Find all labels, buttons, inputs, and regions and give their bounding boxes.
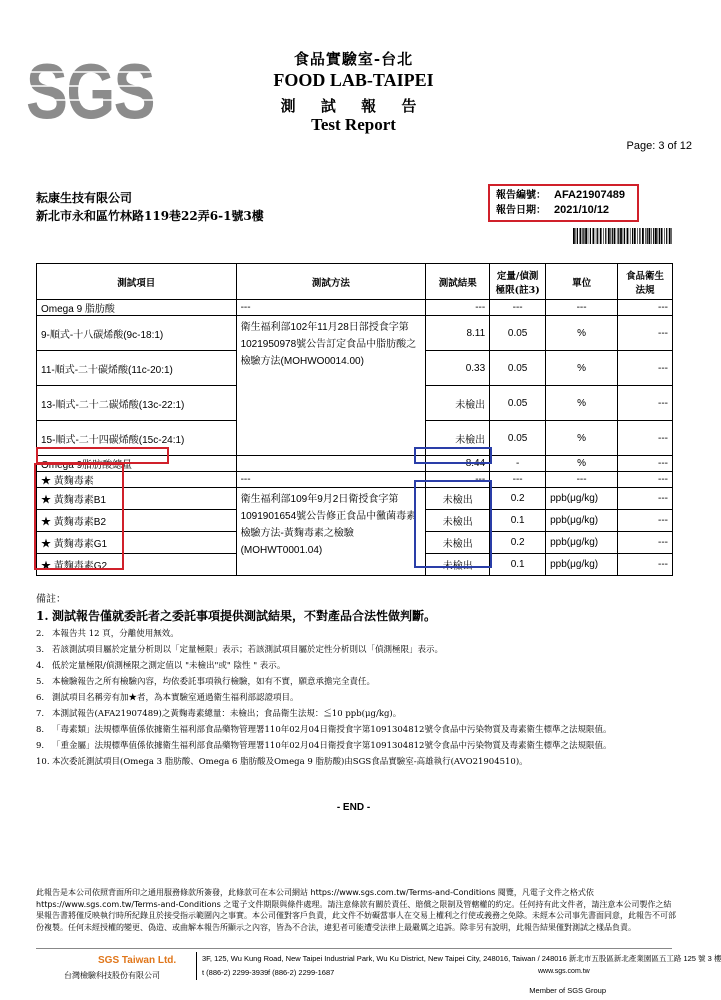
barcode-bar — [588, 228, 589, 244]
cell-item: 13-順式-二十二碳烯酸(13c-22:1) — [37, 386, 237, 421]
barcode-bar — [627, 228, 629, 244]
barcode-bar — [593, 228, 595, 244]
member-of-sgs: Member of SGS Group — [529, 986, 606, 995]
company-website[interactable]: www.sgs.com.tw — [538, 968, 590, 975]
barcode-bar — [661, 228, 663, 244]
barcode-bar — [649, 228, 651, 244]
note-item — [36, 738, 686, 754]
note-item — [36, 606, 686, 626]
cell-result: 未檢出 — [426, 532, 490, 554]
cell-method-omega: 衛生福利部102年11月28日部授食字第1021950978號公告訂定食品中脂肪酸之檢驗方法(MOHWO0014.00) — [236, 316, 426, 456]
cell-std: --- — [618, 532, 673, 554]
note-text: 「毒素類」法規標準值係依據衛生福利部食品藥物管理署110年02月04日衛授食字第1091304812號令食品中污染物質及毒素衛生標準之法規限值。 — [52, 725, 612, 735]
note-number: 6. — [36, 693, 45, 703]
cell-method — [236, 456, 426, 472]
cell-unit: % — [546, 386, 618, 421]
lab-name-en: FOOD LAB-TAIPEI — [273, 70, 434, 90]
barcode-bar — [630, 228, 631, 244]
cell-std: --- — [618, 510, 673, 532]
barcode-bar — [582, 228, 583, 244]
highlight-aflatoxin-results — [414, 480, 492, 568]
barcode-bar — [639, 228, 640, 244]
cell-unit: --- — [546, 300, 618, 316]
note-item — [36, 642, 686, 658]
cell-result: --- — [426, 300, 490, 316]
barcode-bar — [600, 228, 602, 244]
cell-unit: ppb(μg/kg) — [546, 510, 618, 532]
cell-loq: 0.1 — [490, 510, 546, 532]
barcode-bar — [610, 228, 611, 244]
header-result: 測試結果 — [426, 264, 490, 300]
note-item — [36, 690, 686, 706]
note-item — [36, 754, 686, 770]
barcode-bar — [573, 228, 575, 244]
barcode-bar — [617, 228, 618, 244]
barcode-bar — [580, 228, 582, 244]
report-title-zh: 測 試 報 告 — [280, 97, 427, 115]
barcode-bar — [590, 228, 591, 244]
barcode-bar — [596, 228, 597, 244]
barcode-bar — [647, 228, 648, 244]
cell-std: --- — [618, 472, 673, 488]
notes-list — [36, 606, 686, 770]
note-text: 測試報告僅就委託者之委託事項提供測試結果，不對產品合法性做判斷。 — [52, 609, 437, 623]
barcode-bar — [653, 228, 654, 244]
cell-result: 未檢出 — [426, 488, 490, 510]
cell-loq: 0.05 — [490, 351, 546, 386]
highlight-aflatoxin-items — [34, 463, 124, 570]
cell-std: --- — [618, 351, 673, 386]
barcode-bar — [659, 228, 660, 244]
cell-std: --- — [618, 386, 673, 421]
client-name: 耘康生技有限公司 — [36, 191, 133, 205]
highlight-omega-result — [414, 447, 492, 464]
note-item — [36, 722, 686, 738]
note-text: 「重金屬」法規標準值係依據衛生福利部食品藥物管理署110年02月04日衛授食字第1091304812號令食品中污染物質及毒素衛生標準之法規限值。 — [52, 741, 612, 751]
cell-result: 未檢出 — [426, 421, 490, 456]
cell-unit: % — [546, 351, 618, 386]
cell-unit: % — [546, 316, 618, 351]
cell-result: 8.11 — [426, 316, 490, 351]
cell-std: --- — [618, 300, 673, 316]
cell-std: --- — [618, 554, 673, 576]
barcode-bar — [576, 228, 577, 244]
cell-loq: 0.05 — [490, 386, 546, 421]
barcode-bar — [645, 228, 646, 244]
cell-item: Omega 9 脂肪酸 — [37, 300, 237, 316]
header-loq: 定量/偵測極限(註3) — [490, 264, 546, 300]
cell-item: 9-順式-十八碳烯酸(9c-18:1) — [37, 316, 237, 351]
report-number-label: 報告編號： — [496, 190, 546, 201]
cell-result: 0.33 — [426, 351, 490, 386]
barcode-bar — [612, 228, 613, 244]
sgs-taiwan-name: SGS Taiwan Ltd. — [98, 955, 177, 966]
svg-text:SGS: SGS — [26, 47, 154, 135]
cell-item: ★ 黃麴毒素G2 — [37, 554, 237, 576]
client-address: 新北市永和區竹林路119巷22弄6-1號3樓 — [36, 209, 264, 223]
note-text: 測試項目名稱旁有加★者，為本實驗室通過衛生福利部認證項目。 — [52, 693, 299, 703]
cell-loq: 0.1 — [490, 554, 546, 576]
cell-method: --- — [236, 300, 426, 316]
cell-std: --- — [618, 316, 673, 351]
note-text: 低於定量極限/偵測極限之測定值以 "未檢出"或" 陰性 " 表示。 — [52, 661, 286, 671]
barcode-bar — [658, 228, 659, 244]
note-item — [36, 706, 686, 722]
cell-result: 未檢出 — [426, 554, 490, 576]
note-number: 3. — [36, 645, 45, 655]
cell-loq: 0.05 — [490, 316, 546, 351]
barcode-bar — [669, 228, 671, 244]
barcode-bar — [632, 228, 633, 244]
end-marker: - END - — [336, 802, 371, 813]
table-row — [37, 316, 673, 351]
cell-std: --- — [618, 488, 673, 510]
barcode-bar — [583, 228, 584, 244]
note-text: 本次委託測試項目(Omega 3 脂肪酸、Omega 6 脂肪酸及Omega 9 脂肪酸)由SGS食品實驗室-高雄執行(AVO21904510)。 — [52, 757, 528, 767]
cell-loq: 0.2 — [490, 488, 546, 510]
cell-item: ★ 黃麴毒素G1 — [37, 532, 237, 554]
report-date-label: 報告日期： — [496, 205, 546, 216]
cell-item: ★ 黃麴毒素B2 — [37, 510, 237, 532]
note-number: 1. — [36, 609, 49, 623]
page-number: Page: 3 of 12 — [626, 140, 692, 152]
barcode — [573, 228, 673, 244]
cell-unit: --- — [546, 472, 618, 488]
note-text: 本報告共 12 頁，分離使用無效。 — [52, 629, 179, 639]
cell-std: --- — [618, 456, 673, 472]
note-number: 9. — [36, 741, 45, 751]
barcode-bar — [577, 228, 578, 244]
note-item — [36, 674, 686, 690]
note-number: 2. — [36, 629, 45, 639]
cell-result: 未檢出 — [426, 510, 490, 532]
client-info — [36, 189, 264, 225]
cell-std: --- — [618, 421, 673, 456]
cell-result: 8.44 — [426, 456, 490, 472]
report-number: AFA21907489 — [554, 189, 625, 201]
barcode-bar — [624, 228, 625, 244]
company-name-zh: 台灣檢驗科技股份有限公司 — [64, 971, 160, 980]
barcode-bar — [597, 228, 598, 244]
barcode-bar — [608, 228, 610, 244]
company-fax: f (886-2) 2299-1687 — [268, 968, 335, 977]
note-number: 4. — [36, 661, 45, 671]
footer-separator — [196, 952, 197, 980]
barcode-bar — [623, 228, 624, 244]
cell-item: ★ 黃麴毒素B1 — [37, 488, 237, 510]
barcode-bar — [620, 228, 622, 244]
barcode-bar — [634, 228, 636, 244]
company-address: 3F, 125, Wu Kung Road, New Taipei Industrial Park, Wu Ku District, New Taipei City, 248016, Taiwan / 248016 新北市五股區新北產業園區五工路 125 號 3 樓 — [202, 954, 721, 963]
header-item: 測試項目 — [37, 264, 237, 300]
barcode-bar — [603, 228, 604, 244]
note-number: 8. — [36, 725, 45, 735]
table-header-row — [37, 264, 673, 300]
report-title-en: Test Report — [311, 115, 396, 134]
cell-result: 未檢出 — [426, 386, 490, 421]
cell-loq: 0.05 — [490, 421, 546, 456]
note-number: 7. — [36, 709, 45, 719]
table-row — [37, 300, 673, 316]
cell-unit: ppb(μg/kg) — [546, 554, 618, 576]
cell-loq: 0.2 — [490, 532, 546, 554]
barcode-bar — [605, 228, 606, 244]
header-method: 測試方法 — [236, 264, 426, 300]
disclaimer: 此報告是本公司依照背面所印之通用服務條款所簽發，此條款可在本公司網站 https://www.sgs.com.tw/Terms-and-Conditions 閱覽，凡電子文件之格式依https://www.sgs.com.tw/Terms-and-Conditions 之電子文件期限與條件處理。請注意條款有關於責任、賠償之限制及管轄權的約定。任何持有此文件者，請注意本公司製作之結果報告書將僅反映執行時所紀錄且於接受指示範圍內之事實。本公司僅對客戶負責，此文件不妨礙當事人在交易上權利之行使或義務之免除。未經本公司事先書面同意，此報告不可部份複製。任何未經授權的變更、偽造、或曲解本報告所顯示之內容，皆為不合法，違犯者可能遭受法律上最嚴厲之追訴。除非另有說明，此報告結果僅對測試之樣品負責。 — [36, 888, 676, 932]
note-item — [36, 658, 686, 674]
cell-item: Omega 9脂肪酸總量 — [37, 456, 237, 472]
barcode-bar — [614, 228, 616, 244]
table-row — [37, 488, 673, 510]
results-table — [36, 263, 673, 576]
cell-unit: % — [546, 456, 618, 472]
cell-loq: --- — [490, 300, 546, 316]
barcode-bar — [642, 228, 644, 244]
barcode-bar — [618, 228, 619, 244]
report-info-box — [488, 184, 639, 222]
cell-item: 11-順式-二十碳烯酸(11c-20:1) — [37, 351, 237, 386]
note-number: 5. — [36, 677, 45, 687]
header-unit: 單位 — [546, 264, 618, 300]
cell-item: ★ 黃麴毒素 — [37, 472, 237, 488]
company-phone: t (886-2) 2299-3939 — [202, 968, 269, 977]
barcode-bar — [664, 228, 665, 244]
cell-method-afla: 衛生福利部109年9月2日衛授食字第1091901654號公告修正食品中黴菌毒素檢驗方法-黃麴毒素之檢驗(MOHWT0001.04) — [236, 488, 426, 576]
note-text: 若該測試項目屬於定量分析則以「定量極限」表示；若該測試項目屬於定性分析則以「偵測極限」表示。 — [52, 645, 444, 655]
cell-item: 15-順式-二十四碳烯酸(15c-24:1) — [37, 421, 237, 456]
barcode-bar — [666, 228, 667, 244]
report-date: 2021/10/12 — [554, 204, 610, 216]
notes-title: 備註： — [36, 594, 66, 605]
highlight-omega-total — [36, 447, 169, 464]
cell-loq: - — [490, 456, 546, 472]
note-number: 10. — [36, 757, 50, 767]
cell-unit: % — [546, 421, 618, 456]
lab-name-zh: 食品實驗室-台北 — [293, 50, 414, 68]
barcode-bar — [671, 228, 672, 244]
barcode-bar — [651, 228, 652, 244]
note-item — [36, 626, 686, 642]
barcode-bar — [585, 228, 587, 244]
header-standard: 食品衛生法規 — [618, 264, 673, 300]
barcode-bar — [655, 228, 657, 244]
note-text: 本檢驗報告之所有檢驗內容，均依委託事項執行檢驗，如有不實，願意承擔完全責任。 — [52, 677, 376, 687]
barcode-bar — [637, 228, 638, 244]
cell-result: --- — [426, 472, 490, 488]
cell-method: --- — [236, 472, 426, 488]
table-row — [37, 472, 673, 488]
cell-loq: --- — [490, 472, 546, 488]
cell-unit: ppb(μg/kg) — [546, 532, 618, 554]
cell-unit: ppb(μg/kg) — [546, 488, 618, 510]
footer-divider — [36, 948, 672, 949]
note-text: 本測試報告(AFA21907489)之黃麴毒素總量：未檢出；食品衛生法規：≦10 ppb(μg/kg)。 — [52, 709, 402, 719]
